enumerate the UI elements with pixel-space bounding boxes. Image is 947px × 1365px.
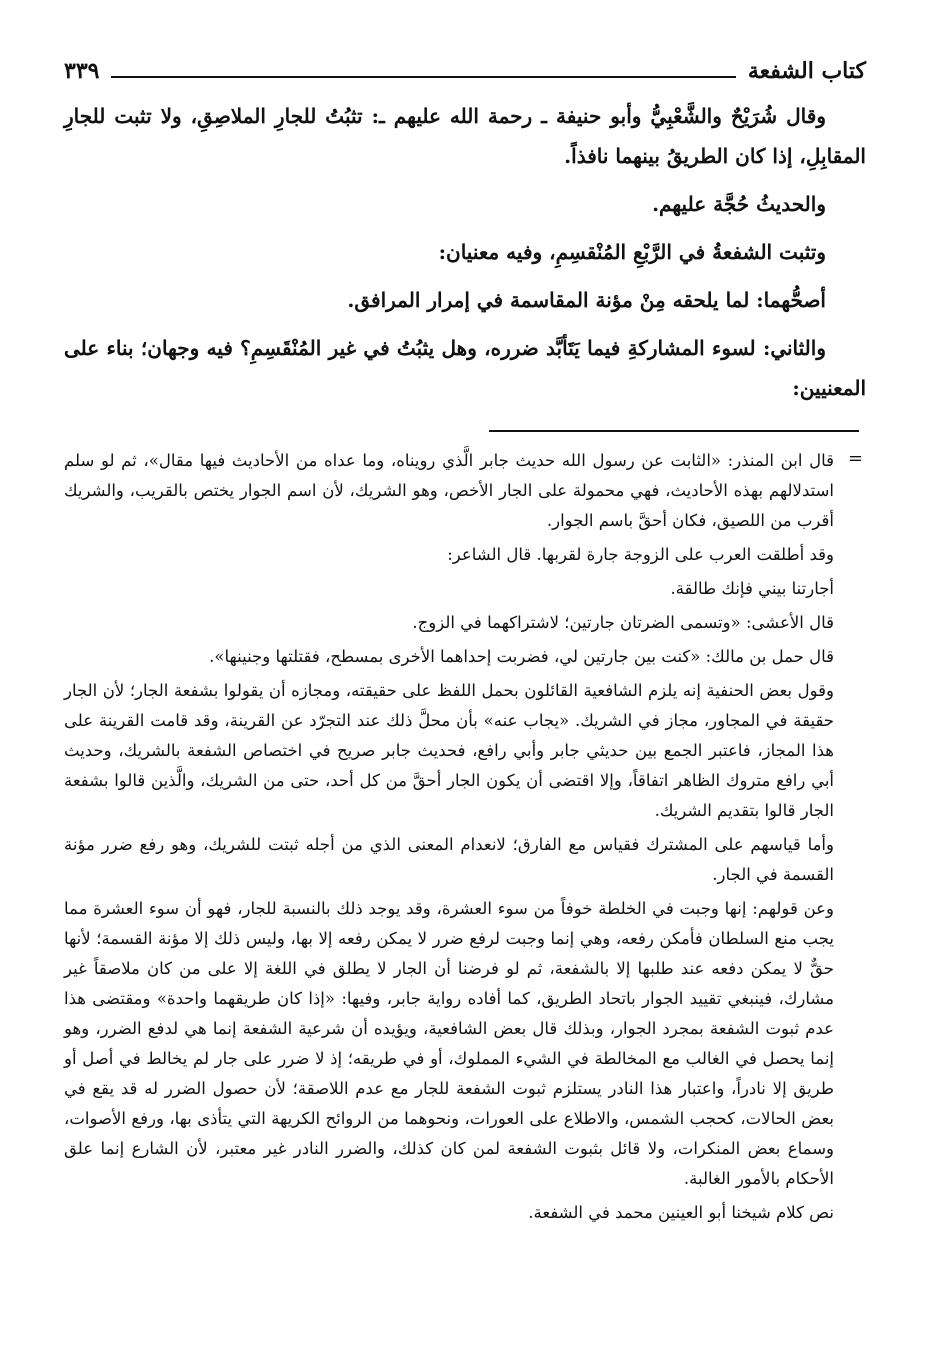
chapter-title: كتاب الشفعة bbox=[747, 58, 866, 84]
page-number: ٣٣٩ bbox=[64, 58, 100, 84]
main-paragraph-2: والحديثُ حُجَّة عليهم. bbox=[652, 192, 826, 216]
main-text bbox=[64, 96, 866, 416]
main-paragraph-3: وتثبت الشفعةُ في الرَّبْعِ المُنْقسِمِ، وفيه معنيان: bbox=[438, 240, 826, 264]
point-one-label: أصحُّهما: bbox=[756, 288, 826, 312]
footnote-continuation-mark: = bbox=[847, 448, 863, 469]
point-two-label: والثاني: bbox=[762, 336, 826, 360]
running-header bbox=[64, 56, 866, 86]
point-two-text: لسوء المشاركةِ فيما يَتَأبَّد ضرره، وهل يثبُتُ في غير المُنْقَسِمِ؟ فيه وجهان؛ بناء على المعنيين: bbox=[64, 336, 866, 400]
point-one-text: لما يلحقه مِنْ مؤنة المقاسمة في إمرار المرافق. bbox=[347, 288, 757, 312]
footnote-paragraph-4: قال الأعشى: «وتسمى الضرتان جارتين؛ لاشتراكهما في الزوج. bbox=[412, 613, 834, 632]
main-paragraph-1: وقال شُرَيْحٌ والشَّعْبِيُّ وأبو حنيفة ـ رحمة الله عليهم ـ: تثبُتُ للجارِ الملاصِقِ، ولا تثبت للجارِ المقابِلِ، إذا كان الطريقُ بينهما نافذاً. bbox=[64, 104, 866, 168]
footnote-paragraph-2: وقد أطلقت العرب على الزوجة جارة لقربها. قال الشاعر: bbox=[447, 545, 834, 564]
footnote-paragraph-8: وعن قولهم: إنها وجبت في الخلطة خوفاً من سوء العشرة، وقد يوجد ذلك بالنسبة للجار، فهو أن سوء العشرة مما يجب منع السلطان فأمكن رفعه، وهي إنما وجبت لرفع ضرر لا يمكن رفعه إلا بها، وليس ذلك إلا مؤنة القسمة؛ لأنها حقٌّ لا يمكن دفعه عند طلبها إلا بالشفعة، ثم لو فرضنا أن الجار لا يطلق في اللغة إلا على من كان ملاصقاً غير مشارك، فينبغي تقييد الجوار باتحاد الطريق، كما أفاده رواية جابر، وفيها: «إذا كان طريقهما واحدة» ومقتضى هذا عدم ثبوت الشفعة بمجرد الجوار، وبذلك قال بعض الشافعية، ويؤيده أن شرعية الشفعة إنما هي لدفع الضرر، وهو إنما يحصل في الغالب مع المخالطة في الشيء المملوك، أو في طريقه؛ إذ لا ضرر على جار لم يخالط في أصل أو طريق إلا نادراً، واعتبار هذا النادر يستلزم ثبوت الشفعة للجار مع عدم اللاصقة؛ لأن حصول الضرر له قد يقع في بعض الحالات، كحجب الشمس، والاطلاع على العورات، ونحوهما من الروائح الكريهة التي يتأذى بها، ورفع الأصوات، وسماع بعض المنكرات، ولا قائل بثبوت الشفعة لمن كان كذلك، والضرر النادر غير معتبر، لأن الشارع إنما علق الأحكام بالأمور الغالبة. bbox=[64, 899, 834, 1188]
main-paragraph-4 bbox=[64, 280, 866, 320]
main-paragraph-5 bbox=[64, 328, 866, 408]
footnote-verse: أجارتنا بيني فإنك طالقة. bbox=[670, 579, 834, 598]
footnote-paragraph-6: وقول بعض الحنفية إنه يلزم الشافعية القائلون بحمل اللفظ على حقيقته، ومجازه أن يقولوا بشفعة الجار؛ لأن الجار حقيقة في المجاور، مجاز في الشريك. «يجاب عنه» بأن محلَّ ذلك عند التجرّد عن القرينة، وقد قامت القرينة على هذا المجاز، فاعتبر الجمع بين حديثي جابر وأبي رافع، فحديث جابر صريح في اختصاص الشفعة بالشريك، وحديث أبي رافع متروك الظاهر اتفاقاً، وإلا اقتضى أن يكون الجار أحقَّ من كل أحد، حتى من الشريك، والَّذين قالوا بشفعة الجار قالوا بتقديم الشريك. bbox=[64, 681, 834, 820]
footnote-separator bbox=[489, 430, 859, 432]
footnote-paragraph-5: قال حمل بن مالك: «كنت بين جارتين لي، فضربت إحداهما الأخرى بمسطح، فقتلتها وجنينها». bbox=[209, 647, 834, 666]
footnote-paragraph-7: وأما قياسهم على المشترك فقياس مع الفارق؛ لانعدام المعنى الذي من أجله ثبتت للشريك، وهو رفع ضرر مؤنة القسمة في الجار. bbox=[64, 835, 834, 884]
footnote-paragraph-9: نص كلام شيخنا أبو العينين محمد في الشفعة. bbox=[528, 1203, 834, 1222]
footnotes bbox=[64, 446, 834, 1232]
header-rule bbox=[111, 76, 735, 78]
footnote-paragraph-1: قال ابن المنذر: «الثابت عن رسول الله حديث جابر الَّذي رويناه، وما عداه من الأحاديث فيها مقال»، ثم لو سلم استدلالهم بهذه الأحاديث، فهي محمولة على الجار الأخص، وهو الشريك، لأن اسم الجوار يختص بالقريب، والشريك أقرب من اللصيق، فكان أحقَّ باسم الجوار. bbox=[64, 451, 834, 530]
